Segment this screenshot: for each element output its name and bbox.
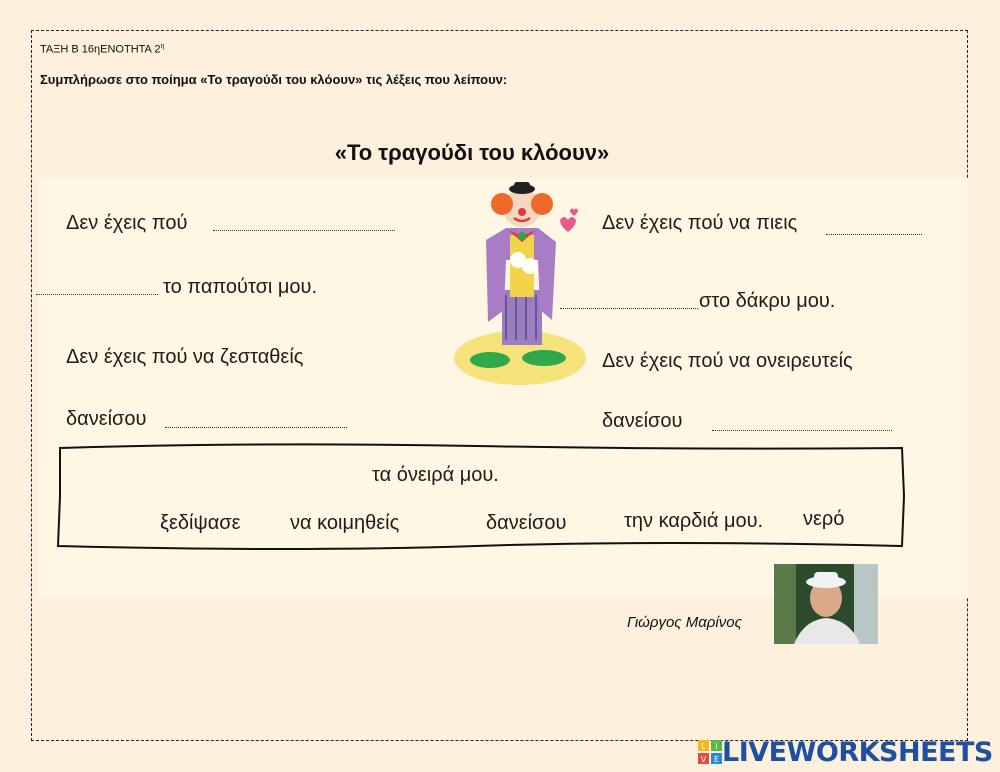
left-line-4: δανείσου [66,408,147,430]
word-bank-word-5[interactable]: νερό [803,508,845,530]
blank-right-4[interactable] [712,430,892,431]
blank-left-1[interactable] [213,230,395,231]
clown-illustration [448,180,593,395]
instruction-text: Συμπλήρωσε στο ποίημα «Το τραγούδι του κλόουν» τις λέξεις που λείπουν: [40,72,508,87]
svg-text:L: L [701,742,706,751]
poem-title: «Το τραγούδι του κλόουν» [334,140,610,165]
brand-name: LIVEWORKSHEETS [722,736,993,768]
word-bank-row-1: τα όνειρά μου. [372,464,499,486]
svg-text:E: E [713,755,720,764]
live-logo-icon [698,740,722,764]
svg-text:I: I [715,742,718,751]
left-line-1: Δεν έχεις πού [66,212,188,234]
right-line-2: στο δάκρυ μου. [699,290,836,312]
left-line-3: Δεν έχεις πού να ζεσταθείς [66,346,304,368]
right-line-4: δανείσου [602,410,683,432]
blank-right-1[interactable] [826,234,922,235]
right-line-3: Δεν έχεις πού να ονειρευτείς [602,350,853,372]
word-bank-word-1[interactable]: ξεδίψασε [160,512,241,534]
right-line-1: Δεν έχεις πού να πιεις [602,212,798,234]
blank-left-4[interactable] [165,427,347,428]
left-line-2: το παπούτσι μου. [163,276,318,298]
word-bank-word-4[interactable]: την καρδιά μου. [624,510,764,532]
word-bank-word-2[interactable]: να κοιμηθείς [290,512,400,534]
svg-text:V: V [700,755,707,764]
word-bank-word-3[interactable]: δανείσου [486,512,567,534]
blank-left-2[interactable] [36,294,158,295]
author-name: Γιώργος Μαρίνος [627,614,742,631]
author-photo [774,564,878,644]
class-unit-header: ΤΑΞΗ Β 16ηΕΝΟΤΗΤΑ $2^\eta$ [40,43,165,56]
liveworksheets-logo [698,736,993,768]
